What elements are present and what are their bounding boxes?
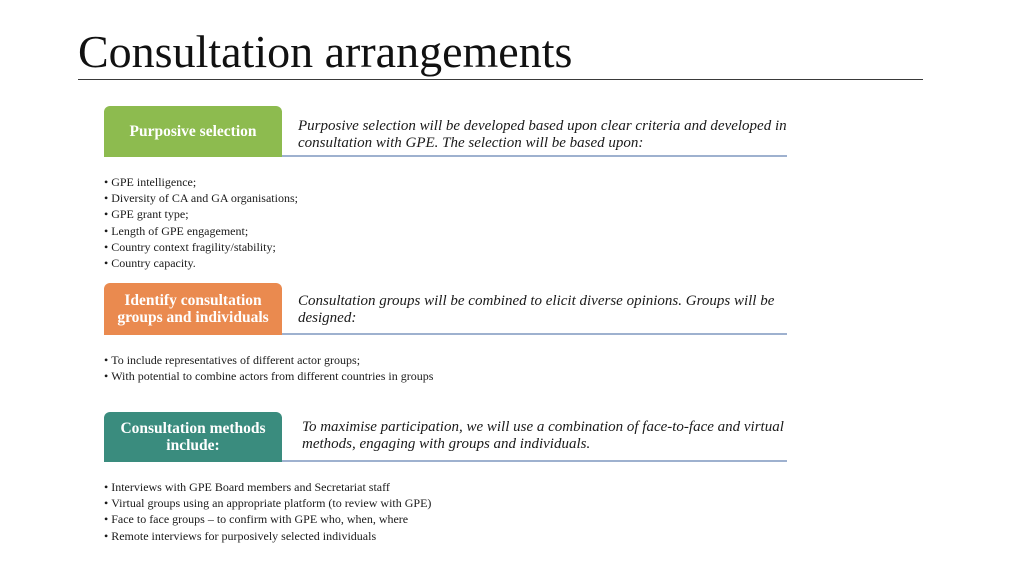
- list-item: • With potential to combine actors from different countries in groups: [104, 368, 433, 384]
- section-consultation-groups: [104, 283, 804, 393]
- tab-consultation-methods: Consultation methods include:: [104, 412, 282, 462]
- bullet-list: [104, 174, 298, 271]
- bullet-list: [104, 352, 433, 384]
- section-underline: [282, 333, 787, 335]
- list-item: • Interviews with GPE Board members and Secretariat staff: [104, 479, 431, 495]
- section-underline: [282, 460, 787, 462]
- list-item: • Country capacity.: [104, 255, 298, 271]
- list-item: • Face to face groups – to confirm with GPE who, when, where: [104, 511, 431, 527]
- bullet-list: [104, 479, 431, 544]
- tab-purposive-selection: Purposive selection: [104, 106, 282, 157]
- section-underline: [282, 155, 787, 157]
- list-item: • Length of GPE engagement;: [104, 223, 298, 239]
- list-item: • Remote interviews for purposively selected individuals: [104, 528, 431, 544]
- page-title: Consultation arrangements: [78, 26, 573, 77]
- tab-identify-consultation-groups: Identify consultation groups and individuals: [104, 283, 282, 335]
- list-item: • GPE intelligence;: [104, 174, 298, 190]
- section-description: To maximise participation, we will use a combination of face-to-face and virtual methods, engaging with groups and individuals.: [302, 419, 784, 452]
- section-description: Purposive selection will be developed based upon clear criteria and developed in consultation with GPE. The selection will be based upon:: [298, 118, 787, 151]
- list-item: • Virtual groups using an appropriate platform (to review with GPE): [104, 495, 431, 511]
- section-consultation-methods: [104, 412, 804, 552]
- section-description: Consultation groups will be combined to elicit diverse opinions. Groups will be designed:: [298, 293, 775, 326]
- list-item: • To include representatives of different actor groups;: [104, 352, 433, 368]
- list-item: • Diversity of CA and GA organisations;: [104, 190, 298, 206]
- list-item: • Country context fragility/stability;: [104, 239, 298, 255]
- title-divider: [78, 79, 923, 80]
- section-purposive-selection: [104, 106, 804, 276]
- list-item: • GPE grant type;: [104, 206, 298, 222]
